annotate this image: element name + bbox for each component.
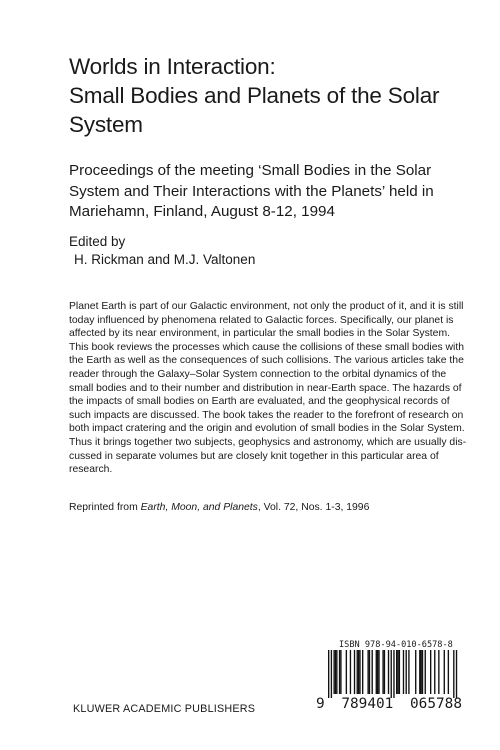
barcode-bar	[362, 650, 363, 694]
edited-by-label: Edited by	[69, 234, 126, 249]
isbn-barcode	[318, 650, 464, 698]
barcode-bar	[397, 650, 398, 694]
barcode-bar	[340, 650, 341, 694]
barcode-bar	[430, 650, 431, 694]
abstract-line: reader through the Galaxy–Solar System connection to the orbital dynamics of the	[69, 368, 447, 380]
publisher-name: KLUWER ACADEMIC PUBLISHERS	[73, 703, 256, 715]
barcode-bar	[369, 650, 370, 694]
barcode-bar	[393, 650, 394, 698]
barcode-bar	[448, 650, 449, 694]
abstract-line: the impacts of small bodies on Earth are evaluated, and the geophysical records of	[69, 396, 450, 408]
barcode-left-group: 789401	[341, 696, 394, 712]
abstract-line: research.	[69, 464, 113, 476]
book-title	[69, 52, 469, 139]
barcode-bar	[335, 650, 336, 694]
barcode-bar	[403, 650, 404, 694]
reprint-note	[69, 501, 369, 514]
barcode-bar	[406, 650, 407, 694]
barcode-bar	[331, 650, 332, 698]
abstract-paragraph	[69, 300, 467, 477]
barcode-bar	[357, 650, 358, 694]
barcode-bar	[346, 650, 347, 694]
abstract-line: This book reviews the processes which cause the collisions of these small bodies with	[69, 341, 465, 353]
barcode-bar	[420, 650, 421, 694]
abstract-line: cussed in separate volumes but are closely knit together in this particular area of	[69, 450, 439, 462]
barcode-bar	[376, 650, 377, 694]
proceedings-subtitle	[69, 161, 479, 223]
barcode-bar	[444, 650, 445, 694]
abstract-line: such impacts are discussed. The book takes the reader to the forefront of research on	[69, 409, 464, 421]
barcode-bar	[336, 650, 337, 694]
reprint-suffix: , Vol. 72, Nos. 1-3, 1996	[257, 502, 370, 513]
abstract-line: the Earth as well as the consequences of such collisions. The various articles take the	[69, 355, 464, 367]
barcode-bar	[333, 650, 334, 694]
barcode-bar	[438, 650, 439, 694]
barcode-bar	[422, 650, 423, 694]
barcode-bar	[399, 650, 400, 694]
abstract-line: Thus it brings together two subjects, geophysics and astronomy, which are usually dis-	[69, 436, 467, 448]
barcode-digits	[316, 696, 462, 712]
title-line-2: Small Bodies and Planets of the Solar	[69, 83, 440, 108]
barcode-bar	[388, 650, 389, 694]
abstract-line: Planet Earth is part of our Galactic environment, not only the product of it, and it is still	[69, 301, 464, 312]
barcode-bar	[456, 650, 457, 698]
isbn-label: ISBN 978-94-010-6578-8	[339, 640, 453, 650]
barcode-bar	[372, 650, 373, 694]
barcode-bar	[367, 650, 368, 694]
barcode-bar	[408, 650, 409, 694]
title-line-3: System	[69, 112, 143, 137]
editor-names: H. Rickman and M.J. Valtonen	[74, 252, 256, 267]
barcode-bar	[359, 650, 360, 694]
barcode-bar	[434, 650, 435, 694]
title-line-1: Worlds in Interaction:	[69, 54, 276, 79]
barcode-bar	[396, 650, 397, 694]
barcode-bar	[453, 650, 454, 698]
proceedings-line-3: Mariehamn, Finland, August 8-12, 1994	[69, 203, 335, 220]
editors-block	[69, 233, 255, 269]
barcode-bar	[391, 650, 392, 698]
barcode-first-digit: 9	[316, 696, 325, 712]
barcode-bar	[415, 650, 416, 694]
proceedings-line-2: System and Their Interactions with the Planets’ held in	[69, 182, 434, 200]
barcode-right-group: 065788	[410, 696, 462, 712]
abstract-line: today influenced by phenomena related to Galactic forces. Specifically, our planet is	[69, 314, 454, 326]
barcode-bar	[377, 650, 378, 694]
proceedings-line-1: Proceedings of the meeting ‘Small Bodies in the Solar	[69, 162, 432, 179]
abstract-line: both impact cratering and the origin and evolution of small bodies in the Solar System.	[69, 423, 465, 435]
abstract-line: affected by its near environment, in particular the small bodies in the Solar System.	[69, 328, 450, 340]
barcode-bar	[350, 650, 351, 694]
journal-name: Earth, Moon, and Planets	[140, 502, 258, 513]
abstract-line: small bodies and to their number and distribution in near-Earth space. The hazards of	[69, 382, 462, 394]
barcode-bar	[382, 650, 383, 694]
barcode-bar	[328, 650, 329, 698]
barcode-bar	[354, 650, 355, 694]
barcode-bar	[339, 650, 340, 694]
reprint-prefix: Reprinted from	[69, 502, 141, 513]
barcode-bar	[378, 650, 379, 694]
barcode-bar	[419, 650, 420, 694]
barcode-bar	[425, 650, 426, 694]
barcode-bar	[358, 650, 359, 694]
barcode-bar	[384, 650, 385, 694]
